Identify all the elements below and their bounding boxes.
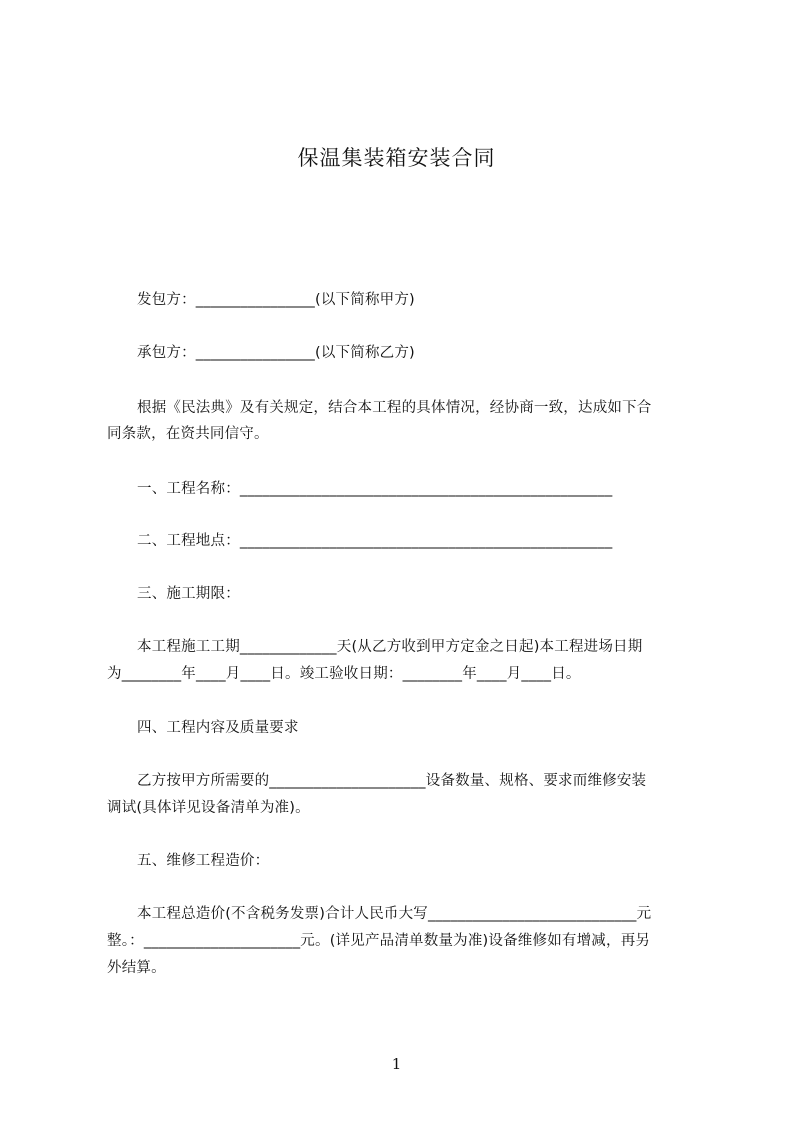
price-line-3: 外结算。 <box>107 960 166 976</box>
price-line-1: 本工程总造价(不含税务发票)合计人民币大写____________________________元 <box>137 906 652 922</box>
section-3-heading: 三、施工期限： <box>137 586 240 602</box>
section-5-heading: 五、维修工程造价： <box>137 853 270 869</box>
document-title: 保温集装箱安装合同 <box>297 146 496 170</box>
period-line-1: 本工程施工工期_____________天(从乙方收到甲方定金之日起)本工程进场日期 <box>137 639 643 655</box>
page-number: 1 <box>391 1055 402 1073</box>
content-line-1: 乙方按甲方所需要的_____________________设备数量、规格、要求而维修安装 <box>137 773 647 789</box>
price-line-2: 整。：_____________________元。(详见产品清单数量为准)设备维修如有增减，再另 <box>107 933 651 949</box>
section-4-heading: 四、工程内容及质量要求 <box>137 720 299 736</box>
content-line-2: 调试(具体详见设备清单为准)。 <box>107 800 310 816</box>
party-b-line: 承包方：________________(以下简称乙方) <box>137 345 415 361</box>
section-2-project-location: 二、工程地点：__________________________________________________ <box>137 533 613 549</box>
party-a-line: 发包方：________________(以下简称甲方) <box>137 292 415 308</box>
period-line-2: 为________年____月____日。竣工验收日期：________年____月____日。 <box>107 666 581 682</box>
intro-line-2: 同条款，在资共同信守。 <box>107 426 269 442</box>
intro-line-1: 根据《民法典》及有关规定，结合本工程的具体情况，经协商一致，达成如下合 <box>137 400 652 416</box>
section-1-project-name: 一、工程名称：__________________________________________________ <box>137 481 613 497</box>
